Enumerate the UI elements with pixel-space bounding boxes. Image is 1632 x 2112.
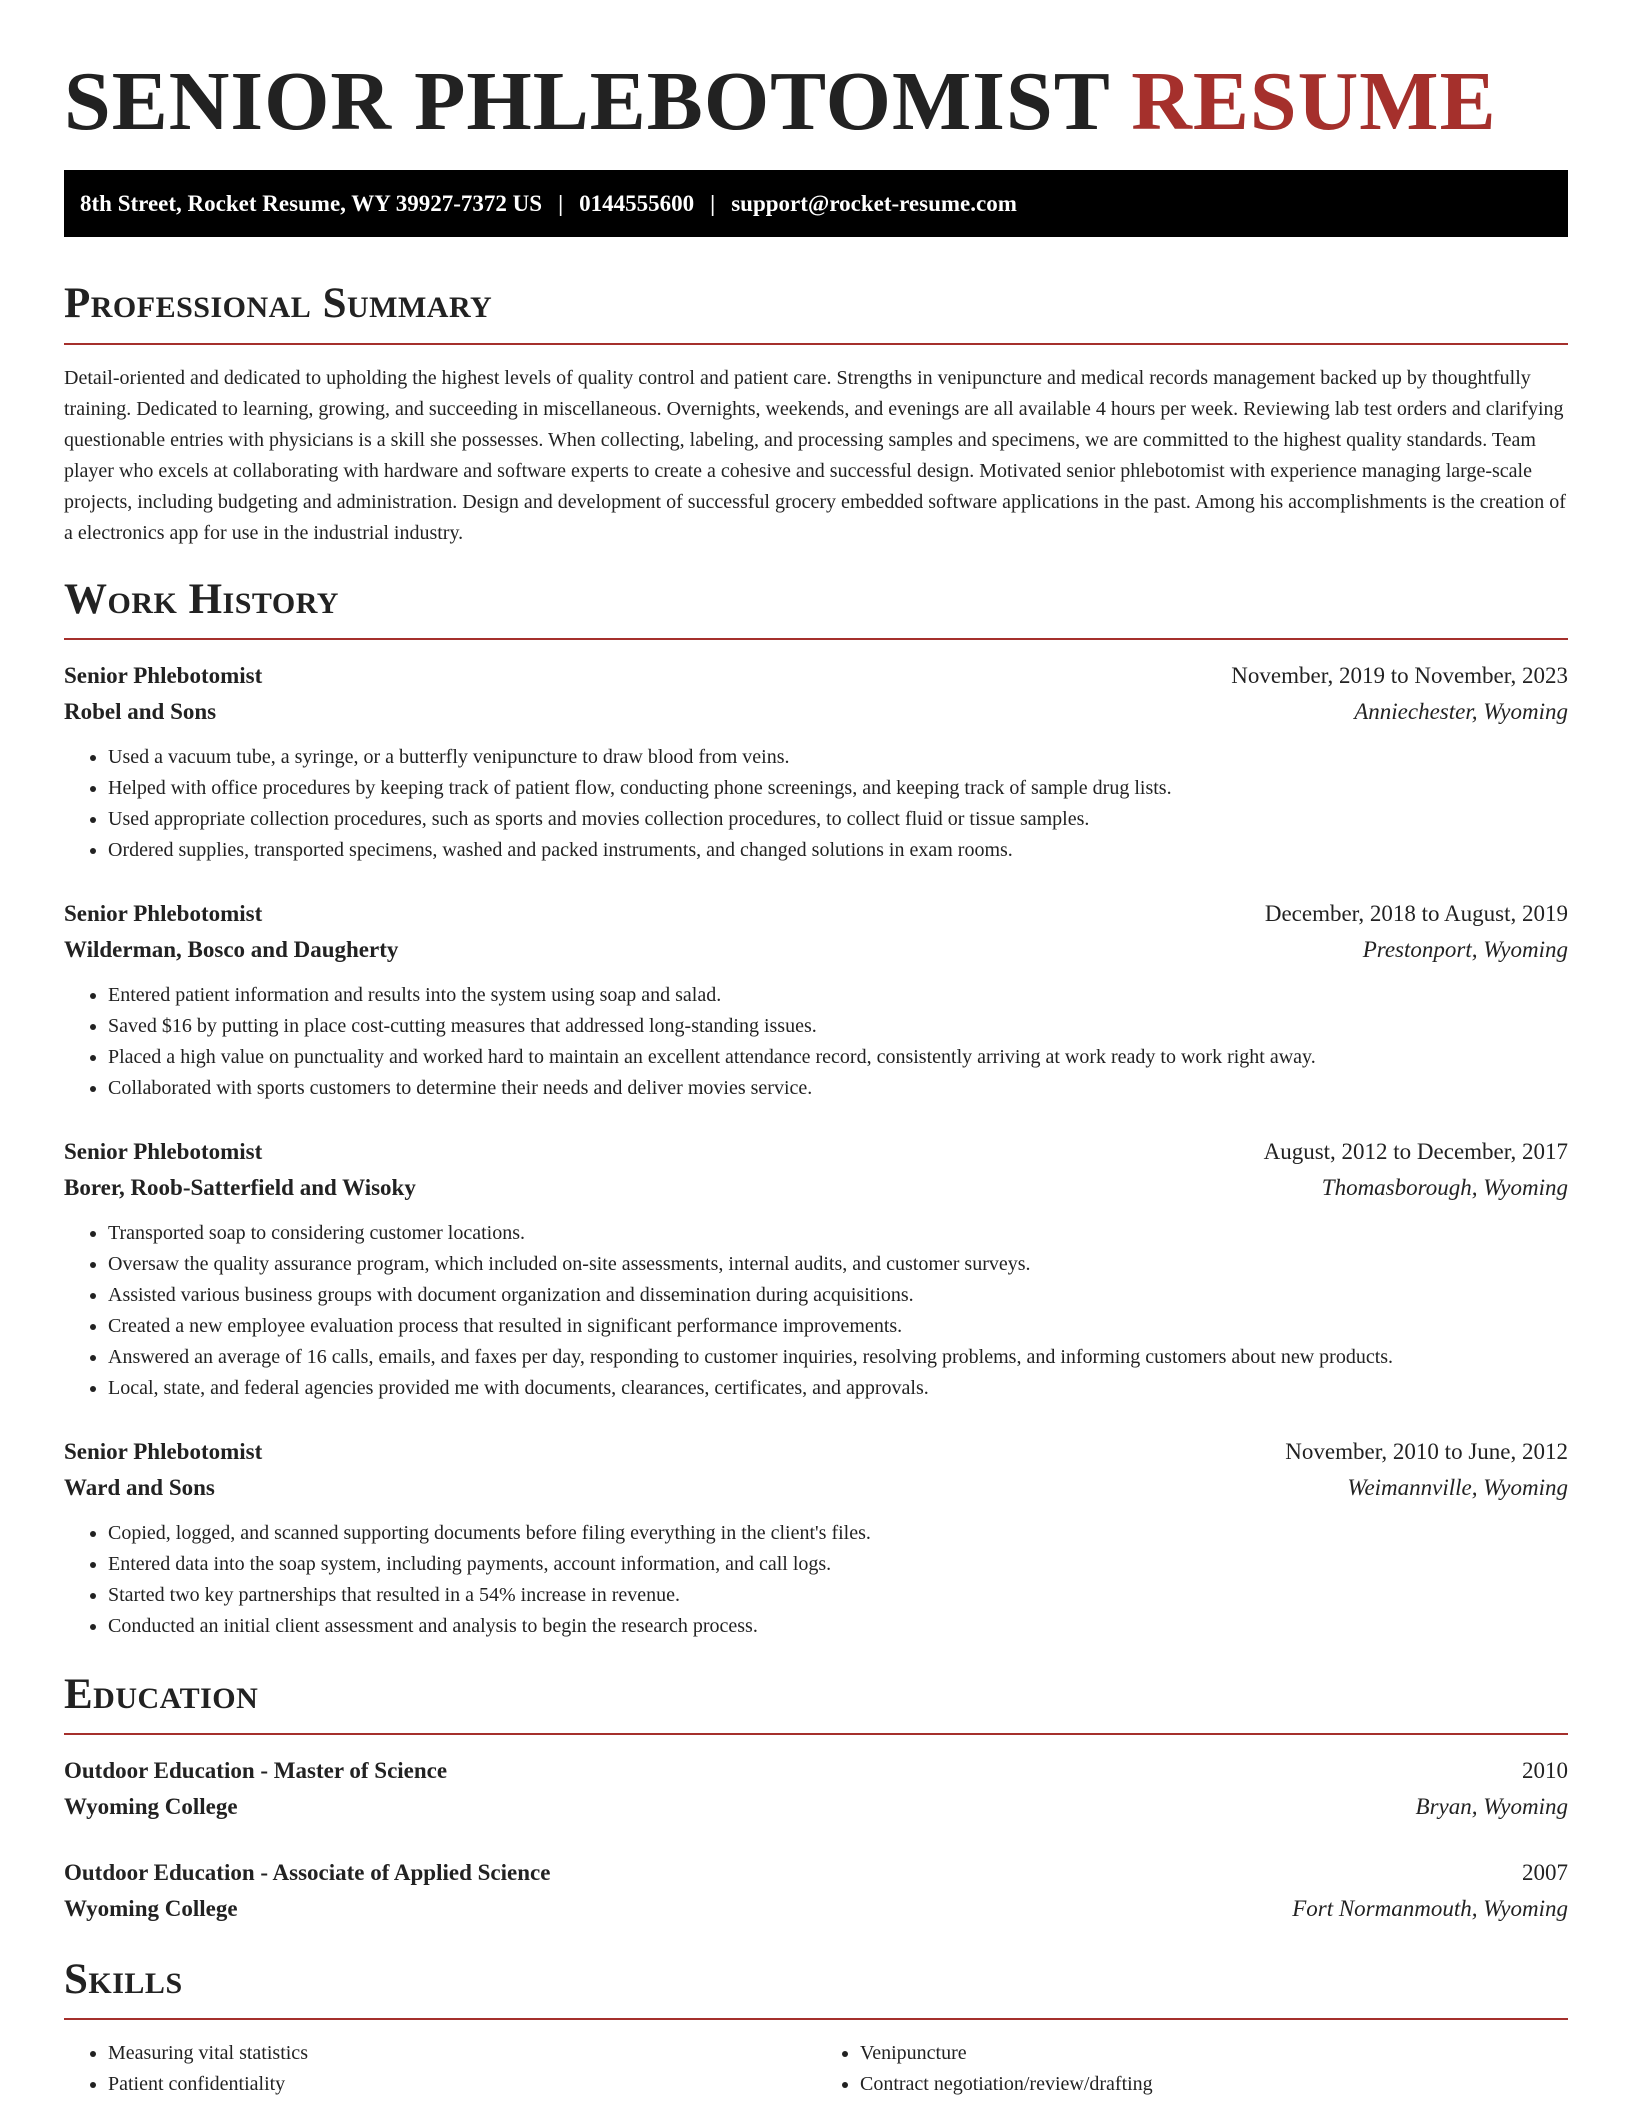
job-title: Senior Phlebotomist — [64, 662, 263, 688]
skills-list-left — [64, 2038, 816, 2100]
job-bullet: • Saved $16 by putting in place cost-cutting measures that addressed long-standing issues. — [108, 1011, 1568, 1042]
job-dates: August, 2012 to December, 2017 — [1263, 1138, 1568, 1164]
job-title: Senior Phlebotomist — [64, 900, 263, 926]
job-bullet: • Conducted an initial client assessment and analysis to begin the research process. — [108, 1611, 1568, 1642]
job-company: Ward and Sons — [64, 1474, 215, 1500]
job-bullet: • Answered an average of 16 calls, emails, and faxes per day, responding to customer inquiries, resolving problems, and informing customers about new products. — [108, 1342, 1568, 1373]
title-main: SENIOR PHLEBOTOMIST — [64, 55, 1110, 148]
work-history-heading: Work History — [64, 575, 339, 623]
education-year: 2010 — [1522, 1757, 1568, 1783]
contact-bar — [64, 170, 1568, 237]
job-dates: November, 2010 to June, 2012 — [1285, 1438, 1568, 1464]
skills-heading: Skills — [64, 1955, 183, 2003]
education-degree: Outdoor Education - Master of Science — [64, 1757, 448, 1783]
skills-list-right — [816, 2038, 1568, 2100]
job-bullet: • Assisted various business groups with document organization and dissemination during acquisitions. — [108, 1280, 1568, 1311]
education-year: 2007 — [1522, 1859, 1568, 1885]
job-company-row — [64, 694, 1568, 730]
job-location: Weimannville, Wyoming — [1347, 1474, 1568, 1500]
job-entry — [64, 658, 1568, 866]
section-divider — [64, 1733, 1568, 1735]
job-location: Prestonport, Wyoming — [1362, 936, 1568, 962]
job-company: Wilderman, Bosco and Daugherty — [64, 936, 399, 962]
job-bullet: • Used appropriate collection procedures, such as sports and movies collection procedures, to collect fluid or tissue samples. — [108, 804, 1568, 835]
job-header-row — [64, 1434, 1568, 1470]
skill-item: • Measuring vital statistics — [108, 2038, 816, 2069]
job-bullet: • Entered patient information and results into the system using soap and salad. — [108, 980, 1568, 1011]
job-header-row — [64, 1134, 1568, 1170]
summary-text: Detail-oriented and dedicated to upholding the highest levels of quality control and patient care. Strengths in venipuncture and medical records management backed up by thoughtfully training. Dedicated to learning, growing, and succeeding in miscellaneous. Overnights, weekends, and evenings are all available 4 hours per week. Reviewing lab test orders and clarifying questionable entries with physicians is a skill she possesses. When collecting, labeling, and processing samples and specimens, we are committed to the highest quality standards. Team player who excels at collaborating with hardware and software experts to create a cohesive and successful design. Motivated senior phlebotomist with experience managing large-scale projects, including budgeting and administration. Design and development of successful grocery embedded software applications in the past. Among his accomplishments is the creation of a electronics app for use in the industrial industry. — [64, 366, 1566, 544]
job-bullet: • Used a vacuum tube, a syringe, or a butterfly venipuncture to draw blood from veins. — [108, 742, 1568, 773]
skills-columns — [64, 2038, 1568, 2100]
job-company-row — [64, 1470, 1568, 1506]
education-degree-row — [64, 1753, 1568, 1789]
job-company: Robel and Sons — [64, 698, 217, 724]
education-section — [64, 1672, 1568, 1927]
skill-item: • Venipuncture — [860, 2038, 1568, 2069]
job-header-row — [64, 896, 1568, 932]
education-school: Wyoming College — [64, 1793, 238, 1819]
skills-section — [64, 1957, 1568, 2100]
job-bullet: • Local, state, and federal agencies provided me with documents, clearances, certificates, and approvals. — [108, 1373, 1568, 1404]
job-bullets — [64, 1518, 1568, 1642]
job-bullets — [64, 1218, 1568, 1404]
job-title: Senior Phlebotomist — [64, 1438, 263, 1464]
section-divider — [64, 2018, 1568, 2020]
job-bullets — [64, 980, 1568, 1104]
job-location: Thomasborough, Wyoming — [1321, 1174, 1568, 1200]
education-location: Fort Normanmouth, Wyoming — [1292, 1895, 1568, 1921]
education-entry — [64, 1753, 1568, 1825]
job-company-row — [64, 1170, 1568, 1206]
education-school-row — [64, 1891, 1568, 1927]
work-history-section — [64, 577, 1568, 1642]
skill-item: • Contract negotiation/review/drafting — [860, 2069, 1568, 2100]
title-accent: RESUME — [1131, 55, 1497, 148]
job-bullet: • Created a new employee evaluation process that resulted in significant performance improvements. — [108, 1311, 1568, 1342]
job-company-row — [64, 932, 1568, 968]
section-divider — [64, 343, 1568, 345]
education-location: Bryan, Wyoming — [1415, 1793, 1568, 1819]
job-bullets — [64, 742, 1568, 866]
job-bullet: • Oversaw the quality assurance program, which included on-site assessments, internal audits, and customer surveys. — [108, 1249, 1568, 1280]
education-degree-row — [64, 1855, 1568, 1891]
job-entry — [64, 1134, 1568, 1404]
education-heading: Education — [64, 1670, 259, 1718]
job-bullet: • Ordered supplies, transported specimens, washed and packed instruments, and changed solutions in exam rooms. — [108, 835, 1568, 866]
job-dates: November, 2019 to November, 2023 — [1231, 662, 1568, 688]
education-degree: Outdoor Education - Associate of Applied Science — [64, 1859, 551, 1885]
job-bullet: • Helped with office procedures by keeping track of patient flow, conducting phone screenings, and keeping track of sample drug lists. — [108, 773, 1568, 804]
education-school: Wyoming College — [64, 1895, 238, 1921]
contact-email: support@rocket-resume.com — [731, 190, 1017, 216]
resume-title — [64, 56, 1568, 148]
job-header-row — [64, 658, 1568, 694]
section-divider — [64, 638, 1568, 640]
job-entry — [64, 896, 1568, 1104]
summary-heading: Professional Summary — [64, 280, 493, 328]
job-bullet: • Transported soap to considering customer locations. — [108, 1218, 1568, 1249]
job-bullet: • Placed a high value on punctuality and worked hard to maintain an excellent attendance record, consistently arriving at work ready to work right away. — [108, 1042, 1568, 1073]
job-bullet: • Entered data into the soap system, including payments, account information, and call logs. — [108, 1549, 1568, 1580]
job-company: Borer, Roob-Satterfield and Wisoky — [64, 1174, 416, 1200]
contact-separator: | — [558, 190, 564, 216]
job-bullet: • Copied, logged, and scanned supporting documents before filing everything in the client's files. — [108, 1518, 1568, 1549]
summary-section — [64, 281, 1568, 548]
contact-separator: | — [710, 190, 716, 216]
job-bullet: • Started two key partnerships that resulted in a 54% increase in revenue. — [108, 1580, 1568, 1611]
contact-address: 8th Street, Rocket Resume, WY 39927-7372 US — [80, 190, 543, 216]
skill-item: • Patient confidentiality — [108, 2069, 816, 2100]
job-title: Senior Phlebotomist — [64, 1138, 263, 1164]
job-bullet: • Collaborated with sports customers to determine their needs and deliver movies service. — [108, 1073, 1568, 1104]
job-entry — [64, 1434, 1568, 1642]
job-dates: December, 2018 to August, 2019 — [1264, 900, 1568, 926]
education-entry — [64, 1855, 1568, 1927]
contact-phone: 0144555600 — [579, 190, 695, 216]
job-location: Anniechester, Wyoming — [1354, 698, 1568, 724]
education-school-row — [64, 1789, 1568, 1825]
